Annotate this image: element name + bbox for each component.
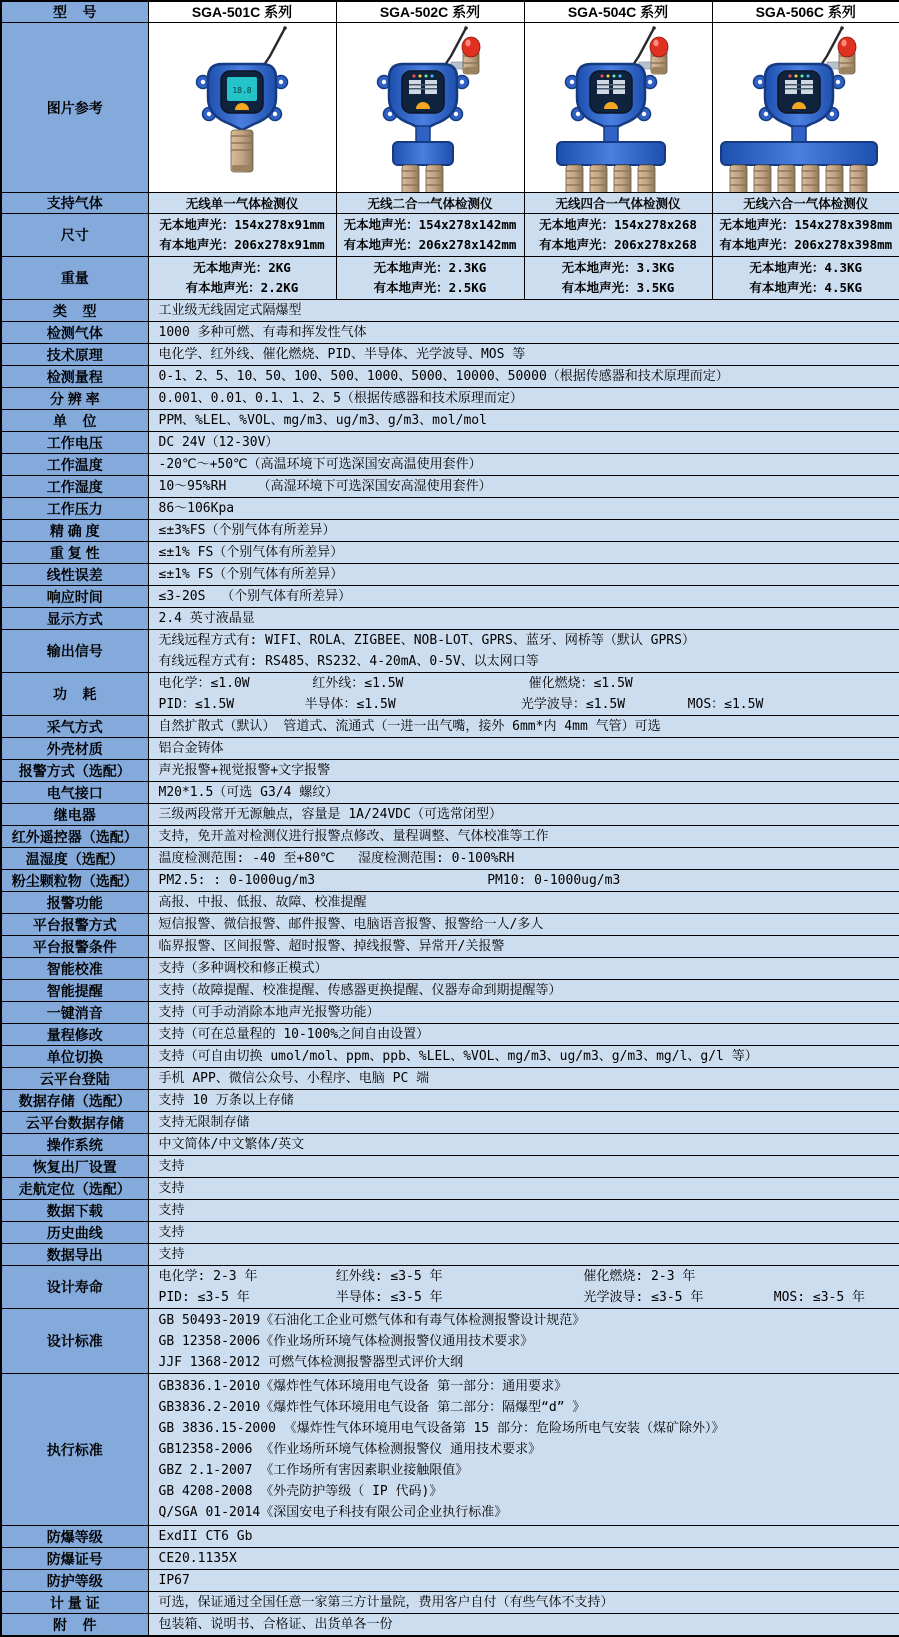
value-line: PID: ≤3-5 年 半导体: ≤3-5 年 光学波导: ≤3-5 年 MOS: ≤3-5 年: [159, 1287, 899, 1308]
row-value: [148, 1178, 899, 1200]
value-line: PM2.5: : 0-1000ug/m3 PM10: 0-1000ug/m3: [159, 870, 899, 891]
model-header-label: 型 号: [1, 1, 148, 23]
value-line: GB 4208-2008 《外壳防护等级（ IP 代码)》: [159, 1481, 899, 1502]
value-line: 支持，免开盖对检测仪进行报警点修改、量程调整、气体校准等工作: [159, 826, 899, 847]
value-line: JJF 1368-2012 可燃气体检测报警器型式评价大纲: [159, 1352, 899, 1373]
value-line: PID：≤1.5W 半导体：≤1.5W 光学波导：≤1.5W MOS：≤1.5W: [159, 694, 899, 715]
spec-row: [1, 630, 899, 673]
value-line: 有本地声光：2.5KG: [337, 278, 524, 298]
value-line: DC 24V（12-30V）: [159, 432, 899, 453]
row-label: 数据导出: [1, 1244, 148, 1266]
value-line: 支持（故障提醒、校准提醒、传感器更换提醒、仪器寿命到期提醒等）: [159, 980, 899, 1001]
row-value: [148, 760, 899, 782]
svg-text:18.8: 18.8: [232, 86, 251, 95]
row-label: 一键消音: [1, 1002, 148, 1024]
product-image-sga-504c: [524, 23, 712, 193]
dimensions-row: [1, 214, 899, 257]
row-value: [148, 432, 899, 454]
image-row-label: 图片参考: [1, 23, 148, 193]
row-value: [148, 914, 899, 936]
row-value: [148, 1570, 899, 1592]
spec-row: [1, 892, 899, 914]
spec-row: [1, 914, 899, 936]
row-label: 工作压力: [1, 498, 148, 520]
supported-gas-501c: 无线单一气体检测仪: [148, 193, 336, 214]
row-value: [148, 498, 899, 520]
value-line: 1000 多种可燃、有毒和挥发性气体: [159, 322, 899, 343]
row-label: 精 确 度: [1, 520, 148, 542]
spec-row: [1, 300, 899, 322]
value-line: 有本地声光：3.5KG: [525, 278, 712, 298]
value-line: 有线远程方式有: RS485、RS232、4-20mA、0-5V、以太网口等: [159, 651, 899, 672]
value-line: 无线远程方式有: WIFI、ROLA、ZIGBEE、NOB-LOT、GPRS、蓝牙、网桥等（默认 GPRS）: [159, 630, 899, 651]
value-line: 支持 10 万条以上存储: [159, 1090, 899, 1111]
gas-detector-illustration: [525, 24, 712, 192]
spec-row: [1, 1244, 899, 1266]
spec-row: [1, 1526, 899, 1548]
spec-row: [1, 1112, 899, 1134]
value-line: 无本地声光：4.3KG: [713, 258, 899, 278]
value-line: 电化学: 2-3 年 红外线: ≤3-5 年 催化燃烧: 2-3 年: [159, 1266, 899, 1287]
spec-row: [1, 848, 899, 870]
row-label: 粉尘颗粒物（选配）: [1, 870, 148, 892]
value-line: 支持: [159, 1178, 899, 1199]
row-value: [148, 322, 899, 344]
product-image-sga-501c: [148, 23, 336, 193]
row-label: 显示方式: [1, 608, 148, 630]
row-label: 智能校准: [1, 958, 148, 980]
row-label: 支持气体: [1, 193, 148, 214]
supported-gas-row: [1, 193, 899, 214]
value-line: 支持: [159, 1200, 899, 1221]
row-value: [148, 542, 899, 564]
row-value: [148, 1548, 899, 1570]
row-label: 分 辨 率: [1, 388, 148, 410]
row-value: [148, 476, 899, 498]
spec-row: [1, 980, 899, 1002]
value-line: 支持（多种调校和修正模式）: [159, 958, 899, 979]
dimensions-504c: [524, 214, 712, 257]
dimensions-506c: [712, 214, 899, 257]
spec-row: [1, 1266, 899, 1309]
product-image-sga-506c: [712, 23, 899, 193]
row-label: 检测气体: [1, 322, 148, 344]
row-label: 执行标准: [1, 1374, 148, 1526]
value-line: Q/SGA 01-2014《深国安电子科技有限公司企业执行标准》: [159, 1502, 899, 1523]
row-label: 防护等级: [1, 1570, 148, 1592]
row-value: [148, 1309, 899, 1374]
row-value: [148, 1002, 899, 1024]
row-label: 设计寿命: [1, 1266, 148, 1309]
row-value: [148, 564, 899, 586]
value-line: 无本地声光：154x278x91mm: [149, 215, 336, 235]
value-line: 10～95%RH （高湿环境下可选深国安高湿使用套件）: [159, 476, 899, 497]
value-line: 自然扩散式（默认） 管道式、流通式（一进一出气嘴，接外 6mm*内 4mm 气管）可选: [159, 716, 899, 737]
row-label: 量程修改: [1, 1024, 148, 1046]
spec-row: [1, 716, 899, 738]
row-value: [148, 300, 899, 322]
row-label: 工作温度: [1, 454, 148, 476]
row-value: [148, 1266, 899, 1309]
value-line: 电化学：≤1.0W 红外线：≤1.5W 催化燃烧：≤1.5W: [159, 673, 899, 694]
row-label: 设计标准: [1, 1309, 148, 1374]
spec-row: [1, 542, 899, 564]
row-value: [148, 410, 899, 432]
value-line: ExdII CT6 Gb: [159, 1526, 899, 1547]
spec-row: [1, 608, 899, 630]
spec-row: [1, 826, 899, 848]
model-name-sga-501c: SGA-501C 系列: [148, 1, 336, 23]
row-value: [148, 1614, 899, 1637]
value-line: 有本地声光：206x278x398mm: [713, 235, 899, 255]
row-label: 温湿度（选配）: [1, 848, 148, 870]
value-line: 声光报警+视觉报警+文字报警: [159, 760, 899, 781]
value-line: 铝合金铸体: [159, 738, 899, 759]
row-value: [148, 344, 899, 366]
spec-row: [1, 322, 899, 344]
spec-row: [1, 1134, 899, 1156]
value-line: 包装箱、说明书、合格证、出货单各一份: [159, 1614, 899, 1635]
row-value: [148, 1592, 899, 1614]
row-label: 响应时间: [1, 586, 148, 608]
row-label: 防爆等级: [1, 1526, 148, 1548]
spec-row: [1, 1614, 899, 1637]
value-line: 无本地声光：154x278x398mm: [713, 215, 899, 235]
spec-row: [1, 738, 899, 760]
value-line: 无本地声光：154x278x268: [525, 215, 712, 235]
value-line: 临界报警、区间报警、超时报警、掉线报警、异常开/关报警: [159, 936, 899, 957]
value-line: M20*1.5（可选 G3/4 螺纹）: [159, 782, 899, 803]
row-value: [148, 980, 899, 1002]
spec-row: [1, 936, 899, 958]
row-value: [148, 520, 899, 542]
row-value: [148, 1134, 899, 1156]
spec-row: [1, 1592, 899, 1614]
value-line: 86～106Kpa: [159, 498, 899, 519]
spec-row: [1, 520, 899, 542]
spec-row: [1, 498, 899, 520]
value-line: -20℃～+50℃（高温环境下可选深国安高温使用套件）: [159, 454, 899, 475]
spec-row: [1, 1200, 899, 1222]
row-label: 数据下载: [1, 1200, 148, 1222]
value-line: GB3836.1-2010《爆炸性气体环境用电气设备 第一部分：通用要求》: [159, 1376, 899, 1397]
spec-row: [1, 476, 899, 498]
weight-row: [1, 257, 899, 300]
spec-row: [1, 1570, 899, 1592]
spec-row: [1, 1068, 899, 1090]
spec-row: [1, 1002, 899, 1024]
model-header-row: [1, 1, 899, 23]
dimensions-502c: [336, 214, 524, 257]
row-value: [148, 388, 899, 410]
row-label: 平台报警条件: [1, 936, 148, 958]
value-line: GB 50493-2019《石油化工企业可燃气体和有毒气体检测报警设计规范》: [159, 1310, 899, 1331]
value-line: 支持: [159, 1222, 899, 1243]
dimensions-501c: [148, 214, 336, 257]
supported-gas-504c: 无线四合一气体检测仪: [524, 193, 712, 214]
spec-row: [1, 1024, 899, 1046]
value-line: 支持（可手动消除本地声光报警功能）: [159, 1002, 899, 1023]
value-line: 0-1、2、5、10、50、100、500、1000、5000、10000、50000（根据传感器和技术原理而定）: [159, 366, 899, 387]
value-line: 0.001、0.01、0.1、1、2、5（根据传感器和技术原理而定）: [159, 388, 899, 409]
spec-row: [1, 454, 899, 476]
spec-row: [1, 432, 899, 454]
row-label: 云平台登陆: [1, 1068, 148, 1090]
spec-row: [1, 1046, 899, 1068]
row-label: 平台报警方式: [1, 914, 148, 936]
row-label: 智能提醒: [1, 980, 148, 1002]
row-value: [148, 1046, 899, 1068]
value-line: 中文简体/中文繁体/英文: [159, 1134, 899, 1155]
spec-row: [1, 673, 899, 716]
spec-row: [1, 410, 899, 432]
value-line: 手机 APP、微信公众号、小程序、电脑 PC 端: [159, 1068, 899, 1089]
value-line: ≤±3%FS（个别气体有所差异）: [159, 520, 899, 541]
row-label: 电气接口: [1, 782, 148, 804]
row-label: 尺寸: [1, 214, 148, 257]
value-line: 短信报警、微信报警、邮件报警、电脑语音报警、报警给一人/多人: [159, 914, 899, 935]
row-label: 历史曲线: [1, 1222, 148, 1244]
spec-row: [1, 1309, 899, 1374]
spec-row: [1, 344, 899, 366]
product-image-sga-502c: [336, 23, 524, 193]
value-line: GB3836.2-2010《爆炸性气体环境用电气设备 第二部分：隔爆型“d” 》: [159, 1397, 899, 1418]
spec-row: [1, 1222, 899, 1244]
row-label: 红外遥控器（选配）: [1, 826, 148, 848]
value-line: 可选，保证通过全国任意一家第三方计量院，费用客户自付（有些气体不支持）: [159, 1592, 899, 1613]
value-line: 温度检测范围: -40 至+80℃ 湿度检测范围: 0-100%RH: [159, 848, 899, 869]
row-label: 单位切换: [1, 1046, 148, 1068]
spec-row: [1, 1548, 899, 1570]
row-label: 输出信号: [1, 630, 148, 673]
row-label: 恢复出厂设置: [1, 1156, 148, 1178]
value-line: 无本地声光：2KG: [149, 258, 336, 278]
value-line: CE20.1135X: [159, 1548, 899, 1569]
model-name-sga-504c: SGA-504C 系列: [524, 1, 712, 23]
row-label: 功 耗: [1, 673, 148, 716]
spec-row: [1, 958, 899, 980]
row-value: [148, 673, 899, 716]
value-line: GB12358-2006 《作业场所环境气体检测报警仪 通用技术要求》: [159, 1439, 899, 1460]
row-value: [148, 1068, 899, 1090]
value-line: 有本地声光：206x278x91mm: [149, 235, 336, 255]
value-line: 无本地声光：3.3KG: [525, 258, 712, 278]
value-line: 有本地声光：206x278x142mm: [337, 235, 524, 255]
row-value: [148, 1200, 899, 1222]
spec-row: [1, 760, 899, 782]
value-line: 有本地声光：206x278x268: [525, 235, 712, 255]
supported-gas-502c: 无线二合一气体检测仪: [336, 193, 524, 214]
row-value: [148, 366, 899, 388]
row-value: [148, 804, 899, 826]
value-line: 无本地声光：2.3KG: [337, 258, 524, 278]
row-label: 线性误差: [1, 564, 148, 586]
row-value: [148, 1156, 899, 1178]
value-line: 工业级无线固定式隔爆型: [159, 300, 899, 321]
row-value: [148, 782, 899, 804]
spec-row: [1, 804, 899, 826]
row-value: [148, 1090, 899, 1112]
spec-row: [1, 1374, 899, 1526]
weight-504c: [524, 257, 712, 300]
value-line: 支持（可在总量程的 10-100%之间自由设置）: [159, 1024, 899, 1045]
row-label: 报警方式（选配）: [1, 760, 148, 782]
row-label: 防爆证号: [1, 1548, 148, 1570]
supported-gas-506c: 无线六合一气体检测仪: [712, 193, 899, 214]
value-line: 无本地声光：154x278x142mm: [337, 215, 524, 235]
value-line: GBZ 2.1-2007 《工作场所有害因素职业接触限值》: [159, 1460, 899, 1481]
row-value: [148, 454, 899, 476]
image-row: [1, 23, 899, 193]
row-label: 检测量程: [1, 366, 148, 388]
spec-row: [1, 870, 899, 892]
row-label: 技术原理: [1, 344, 148, 366]
row-label: 云平台数据存储: [1, 1112, 148, 1134]
model-name-sga-506c: SGA-506C 系列: [712, 1, 899, 23]
row-label: 走航定位（选配）: [1, 1178, 148, 1200]
weight-506c: [712, 257, 899, 300]
spec-row: [1, 1090, 899, 1112]
row-label: 操作系统: [1, 1134, 148, 1156]
value-line: 电化学、红外线、催化燃烧、PID、半导体、光学波导、MOS 等: [159, 344, 899, 365]
spec-row: [1, 1178, 899, 1200]
spec-row: [1, 586, 899, 608]
row-label: 继电器: [1, 804, 148, 826]
row-value: [148, 1374, 899, 1526]
spec-row: [1, 1156, 899, 1178]
row-value: [148, 1526, 899, 1548]
value-line: 有本地声光：2.2KG: [149, 278, 336, 298]
value-line: 高报、中报、低报、故障、校准提醒: [159, 892, 899, 913]
row-label: 报警功能: [1, 892, 148, 914]
value-line: 支持: [159, 1244, 899, 1265]
weight-502c: [336, 257, 524, 300]
value-line: PPM、%LEL、%VOL、mg/m3、ug/m3、g/m3、mol/mol: [159, 410, 899, 431]
model-name-sga-502c: SGA-502C 系列: [336, 1, 524, 23]
weight-501c: [148, 257, 336, 300]
value-line: 支持无限制存储: [159, 1112, 899, 1133]
spec-row: [1, 388, 899, 410]
gas-detector-illustration: [337, 24, 524, 192]
spec-row: [1, 366, 899, 388]
value-line: GB 3836.15-2000 《爆炸性气体环境用电气设备第 15 部分：危险场所电气安装（煤矿除外）》: [159, 1418, 899, 1439]
value-line: 有本地声光：4.5KG: [713, 278, 899, 298]
value-line: 支持: [159, 1156, 899, 1177]
row-value: [148, 826, 899, 848]
value-line: 支持（可自由切换 umol/mol、ppm、ppb、%LEL、%VOL、mg/m3、ug/m3、g/m3、mg/l、g/l 等）: [159, 1046, 899, 1067]
row-value: [148, 608, 899, 630]
row-label: 工作湿度: [1, 476, 148, 498]
value-line: ≤3-20S （个别气体有所差异）: [159, 586, 899, 607]
value-line: IP67: [159, 1570, 899, 1591]
row-value: [148, 630, 899, 673]
row-value: [148, 1222, 899, 1244]
value-line: 2.4 英寸液晶显: [159, 608, 899, 629]
row-label: 重量: [1, 257, 148, 300]
row-value: [148, 892, 899, 914]
value-line: GB 12358-2006《作业场所环境气体检测报警仪通用技术要求》: [159, 1331, 899, 1352]
row-value: [148, 848, 899, 870]
row-value: [148, 870, 899, 892]
row-value: [148, 716, 899, 738]
row-value: [148, 586, 899, 608]
spec-row: [1, 564, 899, 586]
row-value: [148, 1244, 899, 1266]
row-label: 外壳材质: [1, 738, 148, 760]
row-value: [148, 936, 899, 958]
row-label: 类 型: [1, 300, 148, 322]
gas-detector-illustration: [713, 24, 899, 192]
row-value: [148, 958, 899, 980]
value-line: ≤±1% FS（个别气体有所差异）: [159, 542, 899, 563]
row-value: [148, 1024, 899, 1046]
row-label: 数据存储（选配）: [1, 1090, 148, 1112]
row-value: [148, 1112, 899, 1134]
row-label: 重 复 性: [1, 542, 148, 564]
value-line: 三级两段常开无源触点，容量是 1A/24VDC（可选常闭型）: [159, 804, 899, 825]
row-label: 单 位: [1, 410, 148, 432]
row-value: [148, 738, 899, 760]
row-label: 采气方式: [1, 716, 148, 738]
row-label: 计 量 证: [1, 1592, 148, 1614]
gas-detector-illustration: [149, 24, 336, 192]
value-line: ≤±1% FS（个别气体有所差异）: [159, 564, 899, 585]
row-label: 工作电压: [1, 432, 148, 454]
spec-row: [1, 782, 899, 804]
row-label: 附 件: [1, 1614, 148, 1637]
